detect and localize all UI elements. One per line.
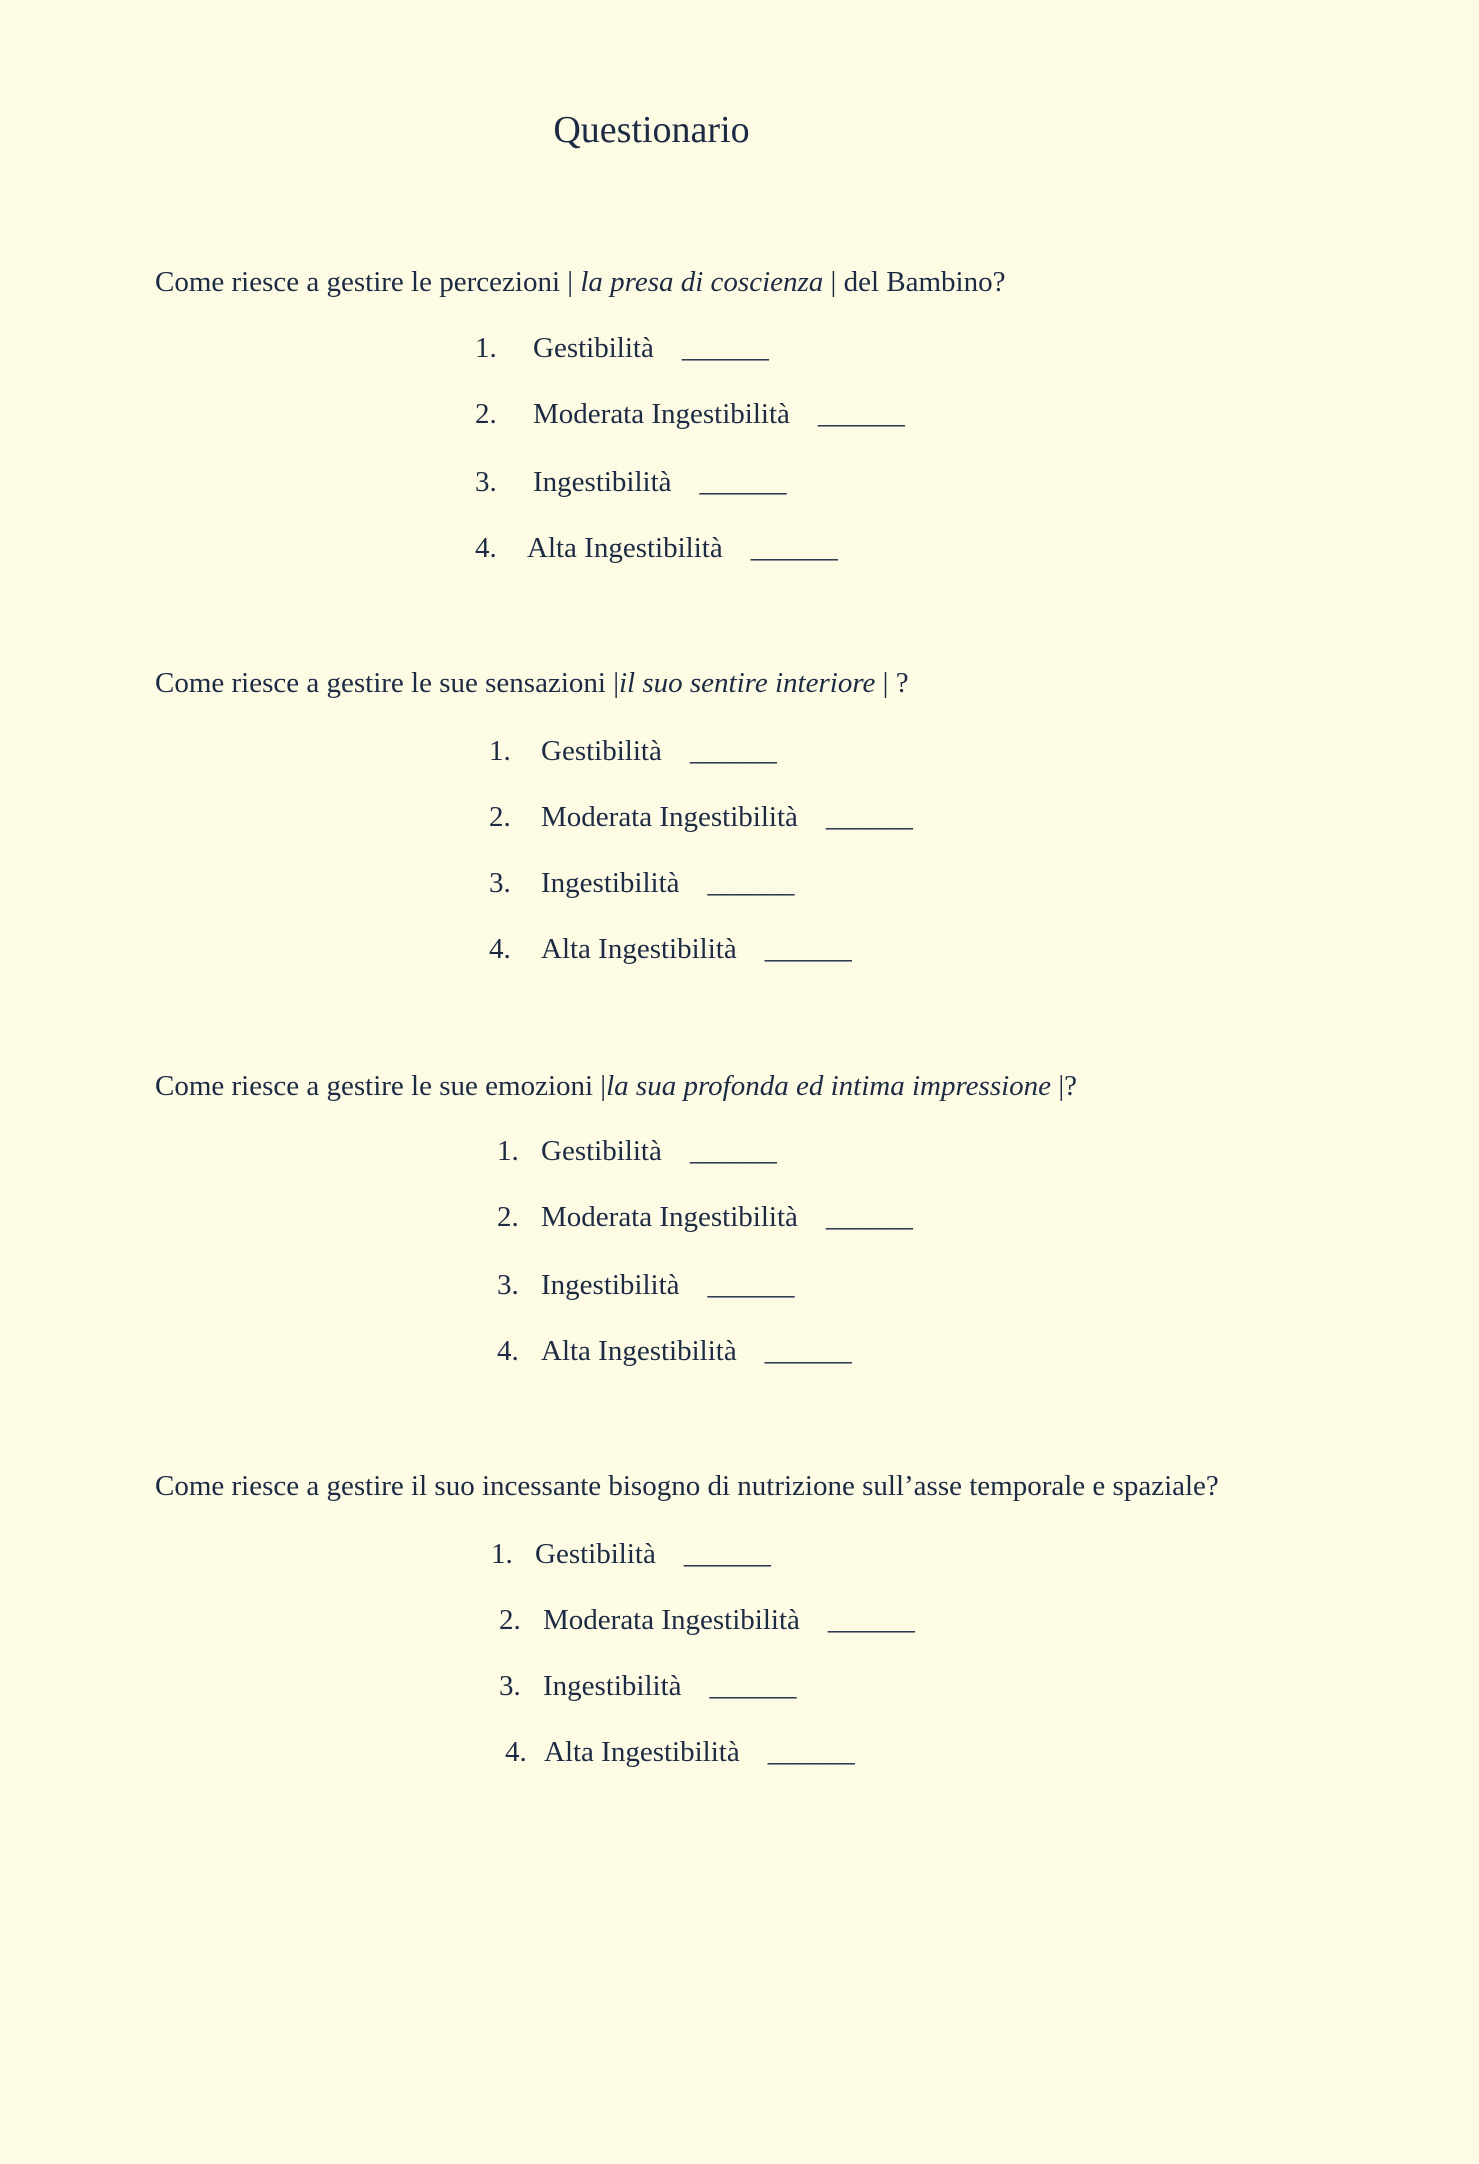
question-text-end: |? (1051, 1070, 1077, 1102)
option-number: 4. (497, 1335, 519, 1367)
option-label: Gestibilità (541, 735, 662, 767)
question-text-end: | del Bambino? (823, 266, 1006, 298)
answer-blank: ______ (707, 1269, 795, 1301)
answer-blank: ______ (681, 332, 769, 364)
option-label: Moderata Ingestibilità (541, 801, 798, 833)
option-item (497, 1331, 852, 1371)
answer-blank: ______ (817, 398, 905, 430)
question-3 (155, 1066, 1077, 1106)
option-number: 2. (497, 1201, 519, 1233)
option-item (497, 1197, 913, 1237)
option-number: 4. (489, 933, 511, 965)
option-label: Alta Ingestibilità (541, 933, 737, 965)
question-text: Come riesce a gestire le percezioni | (155, 266, 581, 298)
answer-blank: ______ (764, 933, 852, 965)
answer-blank: ______ (825, 801, 913, 833)
option-number: 3. (497, 1269, 519, 1301)
option-number: 2. (499, 1604, 521, 1636)
option-number: 1. (475, 332, 497, 364)
answer-blank: ______ (764, 1335, 852, 1367)
question-text: Come riesce a gestire il suo incessante bisogno di nutrizione sull’asse temporale e spaziale? (155, 1470, 1219, 1502)
option-item (475, 462, 787, 502)
option-item (491, 1534, 771, 1574)
question-1 (155, 262, 1005, 302)
question-italic-text: la presa di coscienza (580, 266, 824, 298)
option-item (505, 1732, 855, 1772)
option-number: 4. (505, 1736, 527, 1768)
option-label: Moderata Ingestibilità (541, 1201, 798, 1233)
option-item (499, 1600, 915, 1640)
option-label: Ingestibilità (543, 1670, 682, 1702)
option-label: Ingestibilità (541, 1269, 680, 1301)
option-number: 3. (489, 867, 511, 899)
option-label: Ingestibilità (541, 867, 680, 899)
option-number: 2. (475, 398, 497, 430)
option-item (475, 528, 838, 568)
question-italic-text: il suo sentire interiore (619, 667, 876, 699)
option-label: Alta Ingestibilità (541, 1335, 737, 1367)
page-title: Questionario (553, 109, 750, 151)
option-label: Gestibilità (533, 332, 654, 364)
answer-blank: ______ (683, 1538, 771, 1570)
answer-blank: ______ (767, 1736, 855, 1768)
question-4 (155, 1466, 1219, 1506)
answer-blank: ______ (825, 1201, 913, 1233)
option-item (489, 731, 777, 771)
option-label: Moderata Ingestibilità (533, 398, 790, 430)
answer-blank: ______ (689, 735, 777, 767)
answer-blank: ______ (707, 867, 795, 899)
option-label: Alta Ingestibilità (527, 532, 723, 564)
answer-blank: ______ (699, 466, 787, 498)
option-item (489, 797, 913, 837)
answer-blank: ______ (689, 1135, 777, 1167)
option-number: 3. (475, 466, 497, 498)
option-number: 1. (491, 1538, 513, 1570)
option-item (489, 863, 795, 903)
question-italic-text: la sua profonda ed intima impressione (606, 1070, 1052, 1102)
option-number: 3. (499, 1670, 521, 1702)
option-number: 1. (497, 1135, 519, 1167)
question-2 (155, 663, 909, 703)
option-item (475, 328, 769, 368)
option-label: Gestibilità (535, 1538, 656, 1570)
option-label: Moderata Ingestibilità (543, 1604, 800, 1636)
option-number: 1. (489, 735, 511, 767)
option-item (497, 1131, 777, 1171)
question-text: Come riesce a gestire le sue sensazioni | (155, 667, 619, 699)
option-label: Gestibilità (541, 1135, 662, 1167)
option-item (475, 394, 905, 434)
option-item (489, 929, 852, 969)
answer-blank: ______ (827, 1604, 915, 1636)
option-number: 4. (475, 532, 497, 564)
option-item (499, 1666, 797, 1706)
option-item (497, 1265, 795, 1305)
answer-blank: ______ (750, 532, 838, 564)
option-label: Alta Ingestibilità (544, 1736, 740, 1768)
question-text: Come riesce a gestire le sue emozioni | (155, 1070, 607, 1102)
option-number: 2. (489, 801, 511, 833)
option-label: Ingestibilità (533, 466, 672, 498)
question-text-end: | ? (875, 667, 909, 699)
answer-blank: ______ (709, 1670, 797, 1702)
